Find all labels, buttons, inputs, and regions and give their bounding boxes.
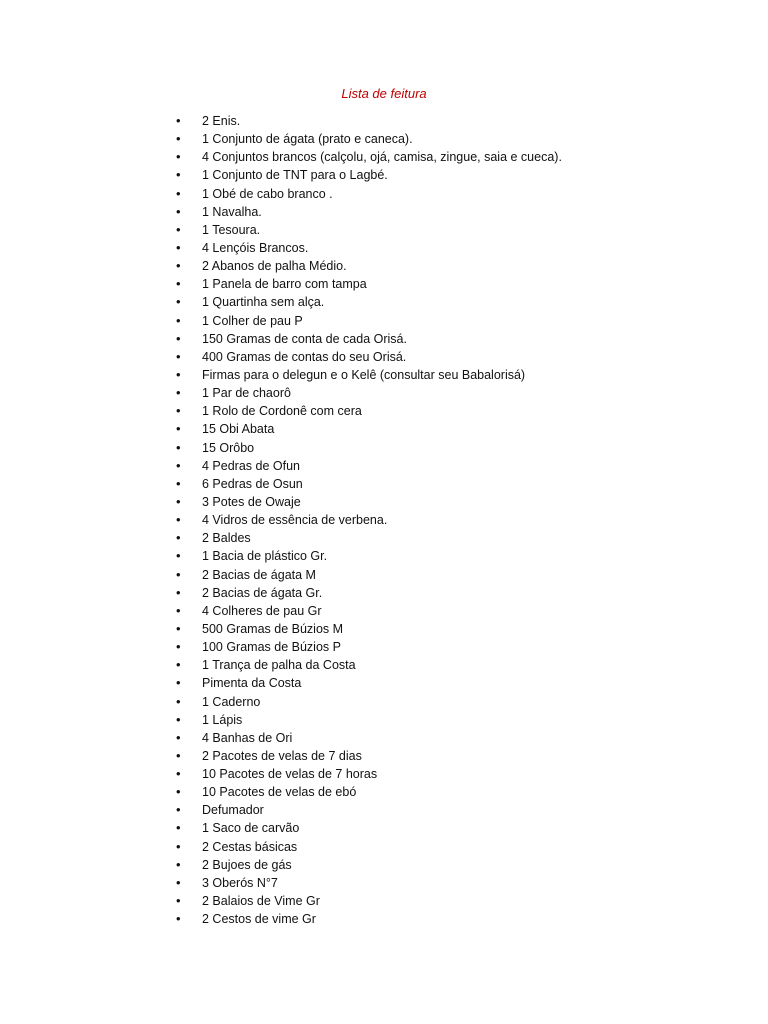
bullet-icon: • [176,911,181,927]
bullet-icon: • [176,439,181,455]
bullet-icon: • [176,802,181,818]
list-item-text: 100 Gramas de Búzios P [202,640,341,655]
bullet-icon: • [176,820,181,836]
bullet-icon: • [176,366,181,382]
list-item-text: 3 Oberós N°7 [202,875,278,890]
list-item-text: 10 Pacotes de velas de 7 horas [202,767,378,782]
bullet-icon: • [176,493,181,509]
list-item-text: 2 Cestos de vime Gr [202,912,316,927]
list-item-text: 2 Bujoes de gás [202,857,292,872]
list-item-text: 1 Panela de barro com tampa [202,277,367,292]
list-item-text: 6 Pedras de Osun [202,476,303,491]
list-item-text: 150 Gramas de conta de cada Orisá. [202,331,407,346]
list-item-text: 400 Gramas de contas do seu Orisá. [202,349,407,364]
list-item-text: 4 Banhas de Ori [202,730,293,745]
bullet-icon: • [176,639,181,655]
bullet-icon: • [176,747,181,763]
bullet-icon: • [176,566,181,582]
list-item-text: 2 Balaios de Vime Gr [202,894,320,909]
bullet-icon: • [176,838,181,854]
list-item-text: Defumador [202,803,264,818]
bullet-icon: • [176,584,181,600]
list-item-text: 1 Quartinha sem alça. [202,295,325,310]
list-item-text: 4 Vidros de essência de verbena. [202,513,388,528]
list-item-text: 1 Obé de cabo branco . [202,186,333,201]
bullet-icon: • [176,113,181,128]
list-item-text: 3 Potes de Owaje [202,494,301,509]
bullet-icon: • [176,131,181,147]
bullet-icon: • [176,330,181,346]
bullet-icon: • [176,548,181,564]
bullet-icon: • [176,239,181,255]
list-item-text: 1 Saco de carvão [202,821,300,836]
bullet-icon: • [176,729,181,745]
bullet-icon: • [176,657,181,673]
bullet-icon: • [176,457,181,473]
list-item-text: 2 Baldes [202,531,251,546]
bullet-icon: • [176,620,181,636]
list-item-text: 2 Abanos de palha Médio. [202,259,347,274]
bullet-icon: • [176,602,181,618]
page-title: Lista de feitura [341,86,427,101]
list-item-text: 4 Colheres de pau Gr [202,603,322,618]
bullet-icon: • [176,766,181,782]
bullet-icon: • [176,421,181,437]
bullet-icon: • [176,167,181,183]
list-item-text: 2 Bacias de ágata Gr. [202,585,323,600]
list-item-text: 2 Enis. [202,114,241,128]
list-item-text: 1 Tesoura. [202,222,261,237]
list-item-text: Pimenta da Costa [202,676,302,691]
bullet-icon: • [176,221,181,237]
list-item-text: 500 Gramas de Búzios M [202,621,344,636]
list-item-text: 1 Lápis [202,712,243,727]
list-item-text: 4 Lençóis Brancos. [202,240,309,255]
list-item-text: 2 Cestas básicas [202,839,298,854]
list-item-text: 1 Trança de palha da Costa [202,658,356,673]
bullet-icon: • [176,258,181,274]
bullet-icon: • [176,185,181,201]
bullet-icon: • [176,294,181,310]
list-item-text: 10 Pacotes de velas de ebó [202,785,357,800]
list-item-text: 1 Conjunto de TNT para o Lagbé. [202,168,388,183]
bullet-icon: • [176,874,181,890]
bullet-icon: • [176,276,181,292]
list-item-text: 2 Bacias de ágata M [202,567,316,582]
list-item-text: Firmas para o delegun e o Kelê (consultar seu Babalorisá) [202,367,526,382]
bullet-icon: • [176,203,181,219]
bullet-icon: • [176,856,181,872]
bullet-icon: • [176,784,181,800]
bullet-icon: • [176,711,181,727]
bullet-icon: • [176,312,181,328]
list-item-text: 1 Navalha. [202,204,262,219]
list-item-text: 1 Par de chaorô [202,386,291,401]
list-item-text: 1 Colher de pau P [202,313,303,328]
bullet-icon: • [176,403,181,419]
bullet-icon: • [176,512,181,528]
bullet-icon: • [176,893,181,909]
list-item-text: 15 Obi Abata [202,422,275,437]
bullet-icon: • [176,693,181,709]
list-item-text: 2 Pacotes de velas de 7 dias [202,748,362,763]
bullet-icon: • [176,348,181,364]
bullet-icon: • [176,475,181,491]
list-item-text: 1 Conjunto de ágata (prato e caneca). [202,132,413,147]
bullet-icon: • [176,385,181,401]
bullet-icon: • [176,675,181,691]
list-item-text: 1 Rolo de Cordonê com cera [202,404,362,419]
bullet-icon: • [176,149,181,165]
list-item-text: 1 Bacia de plástico Gr. [202,549,328,564]
list-item-text: 15 Orôbo [202,440,255,455]
list-item-text: 4 Conjuntos brancos (calçolu, ojá, camisa, zingue, saia e cueca). [202,150,562,165]
list-item-text: 1 Caderno [202,694,261,709]
list-item-text: 4 Pedras de Ofun [202,458,300,473]
bullet-icon: • [176,530,181,546]
